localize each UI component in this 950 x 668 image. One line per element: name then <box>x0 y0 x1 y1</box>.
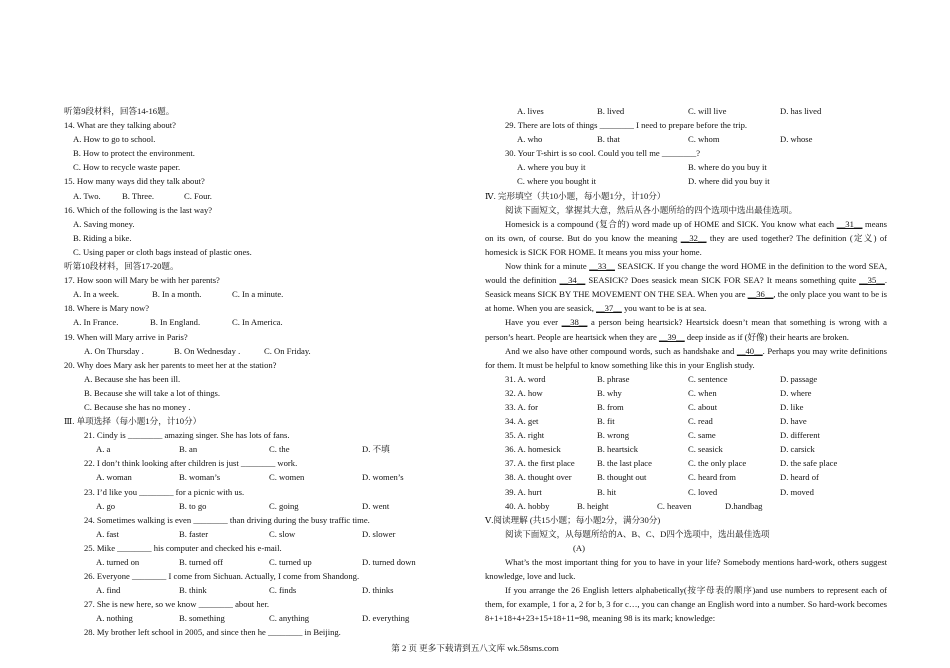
question-15: 15. How many ways did they talk about? <box>64 176 205 187</box>
option-27d: D. everything <box>362 613 410 624</box>
right-column <box>485 104 887 626</box>
question-25: 25. Mike ________ his computer and checked his e-mail. <box>84 542 282 553</box>
cloze-row-31: 31. A. word B. phrase C. sentence D. passage <box>505 373 818 384</box>
cloze-paragraph-3: Have you ever __38__ a person being heartsick? Heartsick doesn’t mean that something is wrong with a person’s heart. People are heartsick when they are __39__ deep inside as if (好像) their hearts are broken. <box>485 317 887 342</box>
blank-32: __32__ <box>680 232 707 243</box>
options-21 <box>64 442 474 456</box>
cloze-paragraph-1: Homesick is a compound (复合的) word made up of HOME and SICK. You know what each __31__ means on its own, of course. But do you know the meaning __32__ they are used together? The definition (定义) of homesick is SICK FOR HOME. It means you miss your home. <box>485 218 888 257</box>
blank-37: __37__ <box>596 303 622 314</box>
option-29c: C. whom <box>688 134 720 145</box>
options-29 <box>485 132 887 146</box>
option-21a: A. a <box>96 444 111 455</box>
options-27 <box>64 611 474 625</box>
page-footer: 第 2 页 更多下载请到五八文库 wk.58sms.com <box>391 643 559 653</box>
option-24c: C. slow <box>269 528 296 539</box>
option-19c: C. On Friday. <box>264 345 311 356</box>
question-22: 22. I don’t think looking after children is just ________ work. <box>84 458 298 469</box>
cloze-row-36: 36. A. homesick B. heartsick C. seasick D. carsick <box>505 444 815 455</box>
option-25a: A. turned on <box>96 557 140 567</box>
option-17c: C. In a minute. <box>232 289 284 300</box>
option-18b: B. In England. <box>150 317 201 328</box>
option-16a: A. Saving money. <box>73 218 135 229</box>
option-21d: D. 不填 <box>362 444 390 455</box>
cloze-paragraph-4: And we also have other compound words, such as handshake and __40__. Perhaps you may write definitions for them. It must be helpful to know something like this in your English study. <box>485 345 888 370</box>
options-17 <box>64 287 474 301</box>
option-28c: C. will live <box>688 106 727 116</box>
cloze-row-40: 40. A. hobby B. height C. heaven D.handbag <box>505 500 763 511</box>
option-15b: B. Three. <box>122 190 155 201</box>
question-21: 21. Cindy is ________ amazing singer. She has lots of fans. <box>84 430 290 441</box>
options-24 <box>64 527 474 541</box>
cloze-row-32: 32. A. how B. why C. when D. where <box>505 387 812 398</box>
cloze-row-37: 37. A. the first place B. the last place C. the only place D. the safe place <box>505 458 838 469</box>
option-22a: A. woman <box>96 472 132 483</box>
options-23 <box>64 499 474 513</box>
option-24a: A. fast <box>96 528 119 539</box>
section-4-title: Ⅳ. 完形填空（共10小题，每小题1分，计10分） <box>485 190 666 201</box>
option-25c: C. turned up <box>269 557 312 567</box>
options-30-row1 <box>485 160 887 174</box>
option-23a: A. go <box>96 500 116 511</box>
option-30a: A. where you buy it <box>517 162 586 173</box>
option-22c: C. women <box>269 472 305 483</box>
question-26: 26. Everyone ________ I come from Sichuan. Actually, I come from Shandong. <box>84 571 360 582</box>
option-26d: D. thinks <box>362 585 394 596</box>
question-30: 30. Your T-shirt is so cool. Could you tell me ________? <box>505 148 701 159</box>
question-14: 14. What are they talking about? <box>64 120 176 131</box>
options-26 <box>64 583 474 597</box>
option-27a: A. nothing <box>96 613 133 624</box>
question-23: 23. I’d like you ________ for a picnic with us. <box>84 486 245 497</box>
option-26a: A. find <box>96 585 121 596</box>
option-30d: D. where did you buy it <box>688 176 770 187</box>
reading-paragraph-1: What’s the most important thing for you to have in your life? Somebody mentions hard-work, others suggest knowledge, love and luck. <box>485 557 887 582</box>
blank-39: __39__ <box>658 331 685 342</box>
option-18c: C. In America. <box>232 317 283 328</box>
option-19b: B. On Wednesday . <box>174 345 241 356</box>
option-20c: C. Because she has no money . <box>84 401 191 412</box>
option-16b: B. Riding a bike. <box>73 232 132 243</box>
option-24d: D. slower <box>362 528 396 539</box>
option-14a: A. How to go to school. <box>73 134 156 145</box>
section-3-title: Ⅲ. 单项选择（每小题1分，计10分） <box>64 416 202 427</box>
option-26c: C. finds <box>269 585 297 596</box>
blank-35: __35__ <box>859 275 885 286</box>
blank-36: __36__ <box>747 289 774 300</box>
cloze-row-34: 34. A. get B. fit C. read D. have <box>505 416 807 427</box>
option-17b: B. In a month. <box>152 289 202 300</box>
question-27: 27. She is new here, so we know ________ about her. <box>84 599 269 610</box>
question-24: 24. Sometimes walking is even ________ than driving during the busy traffic time. <box>84 514 370 525</box>
cloze-row-33: 33. A. for B. from C. about D. like <box>505 402 804 412</box>
cloze-options <box>485 372 887 513</box>
option-14b: B. How to protect the environment. <box>73 148 195 159</box>
option-25b: B. turned off <box>179 557 223 567</box>
option-30b: B. where do you buy it <box>688 162 767 173</box>
option-28a: A. lives <box>517 106 544 116</box>
left-column <box>64 104 474 640</box>
option-18a: A. In France. <box>73 317 119 328</box>
question-19: 19. When will Mary arrive in Paris? <box>64 331 188 342</box>
option-25d: D. turned down <box>362 557 416 567</box>
option-29b: B. that <box>597 134 620 145</box>
option-26b: B. think <box>179 585 207 596</box>
question-17: 17. How soon will Mary be with her parents? <box>64 275 220 286</box>
section-header-10: 听第10段材料，回答17-20题。 <box>64 261 179 272</box>
option-24b: B. faster <box>179 528 209 539</box>
option-15a: A. Two. <box>73 190 101 201</box>
cloze-row-39: 39. A. hurt B. hit C. loved D. moved <box>505 486 814 497</box>
cloze-paragraph-2: Now think for a minute __33__ SEASICK. If you change the word HOME in the definition to the word SEA, would the definition __34__ SEASICK? Does seasick mean SICK FOR SEA? It means something quite __35__. Seasick means SICK BY THE MOVEMENT ON THE SEA. When you are __36__, the only place you want to be is at home. When you are seasick, __37__ you want to be is at sea. <box>485 261 887 314</box>
option-29d: D. whose <box>780 134 813 145</box>
option-20a: A. Because she has been ill. <box>84 373 181 384</box>
blank-38: __38__ <box>561 317 588 328</box>
options-22 <box>64 470 474 484</box>
option-30c: C. where you bought it <box>517 176 597 187</box>
blank-40: __40__ <box>736 345 763 356</box>
cloze-row-35: 35. A. right B. wrong C. same D. different <box>505 430 820 441</box>
question-29: 29. There are lots of things ________ I need to prepare before the trip. <box>505 120 748 131</box>
passage-a-label: (A) <box>573 542 585 553</box>
section-5-instructions: 阅读下面短文，从每题所给的A、B、C、D四个选项中，选出最佳选项 <box>505 528 770 539</box>
options-30-row2 <box>485 174 887 188</box>
question-16: 16. Which of the following is the last way? <box>64 204 213 215</box>
option-27b: B. something <box>179 613 225 624</box>
option-29a: A. who <box>517 134 543 145</box>
option-16c: C. Using paper or cloth bags instead of plastic ones. <box>73 246 252 257</box>
blank-33: __33__ <box>589 261 615 272</box>
option-27c: C. anything <box>269 613 310 624</box>
blank-31: __31__ <box>836 218 863 229</box>
reading-paragraph-2: If you arrange the 26 English letters alphabetically(按字母表的顺序)and use numbers to represent each of them, for example, 1 for a, 2 for b, 3 for c…, you can change an English word into a number. So hard-work becomes 8+1+18+4+23+15+18+11=98, meaning 98 is its mark; knowledge: <box>485 585 887 624</box>
options-28 <box>485 104 887 118</box>
options-15 <box>64 189 474 203</box>
option-23b: B. to go <box>179 500 207 511</box>
option-23d: D. went <box>362 500 390 511</box>
option-15c: C. Four. <box>184 190 212 201</box>
option-14c: C. How to recycle waste paper. <box>73 162 181 173</box>
cloze-row-38: 38. A. thought over B. thought out C. heard from D. heard of <box>505 472 819 483</box>
blank-34: __34__ <box>559 275 586 286</box>
option-21c: C. the <box>269 444 290 455</box>
option-17a: A. In a week. <box>73 289 120 300</box>
option-19a: A. On Thursday . <box>84 345 144 356</box>
option-21b: B. an <box>179 444 198 455</box>
option-22d: D. women’s <box>362 472 404 483</box>
options-25 <box>64 555 474 569</box>
options-19 <box>64 344 474 358</box>
question-20: 20. Why does Mary ask her parents to meet her at the station? <box>64 359 277 370</box>
option-28b: B. lived <box>597 106 625 116</box>
option-22b: B. woman’s <box>179 472 221 483</box>
section-4-instructions: 阅读下面短文，掌握其大意，然后从各小题所给的四个选项中选出最佳选项。 <box>505 204 798 215</box>
option-28d: D. has lived <box>780 106 822 116</box>
section-header-9: 听第9段材料，回答14-16题。 <box>64 106 175 116</box>
options-18 <box>64 315 474 329</box>
question-28: 28. My brother left school in 2005, and since then he ________ in Beijing. <box>84 627 341 638</box>
option-20b: B. Because she will take a lot of things. <box>84 387 221 398</box>
section-5-title: Ⅴ.阅读理解 (共15小题；每小题2分，满分30分) <box>485 514 661 525</box>
option-23c: C. going <box>269 500 299 511</box>
question-18: 18. Where is Mary now? <box>64 303 150 314</box>
